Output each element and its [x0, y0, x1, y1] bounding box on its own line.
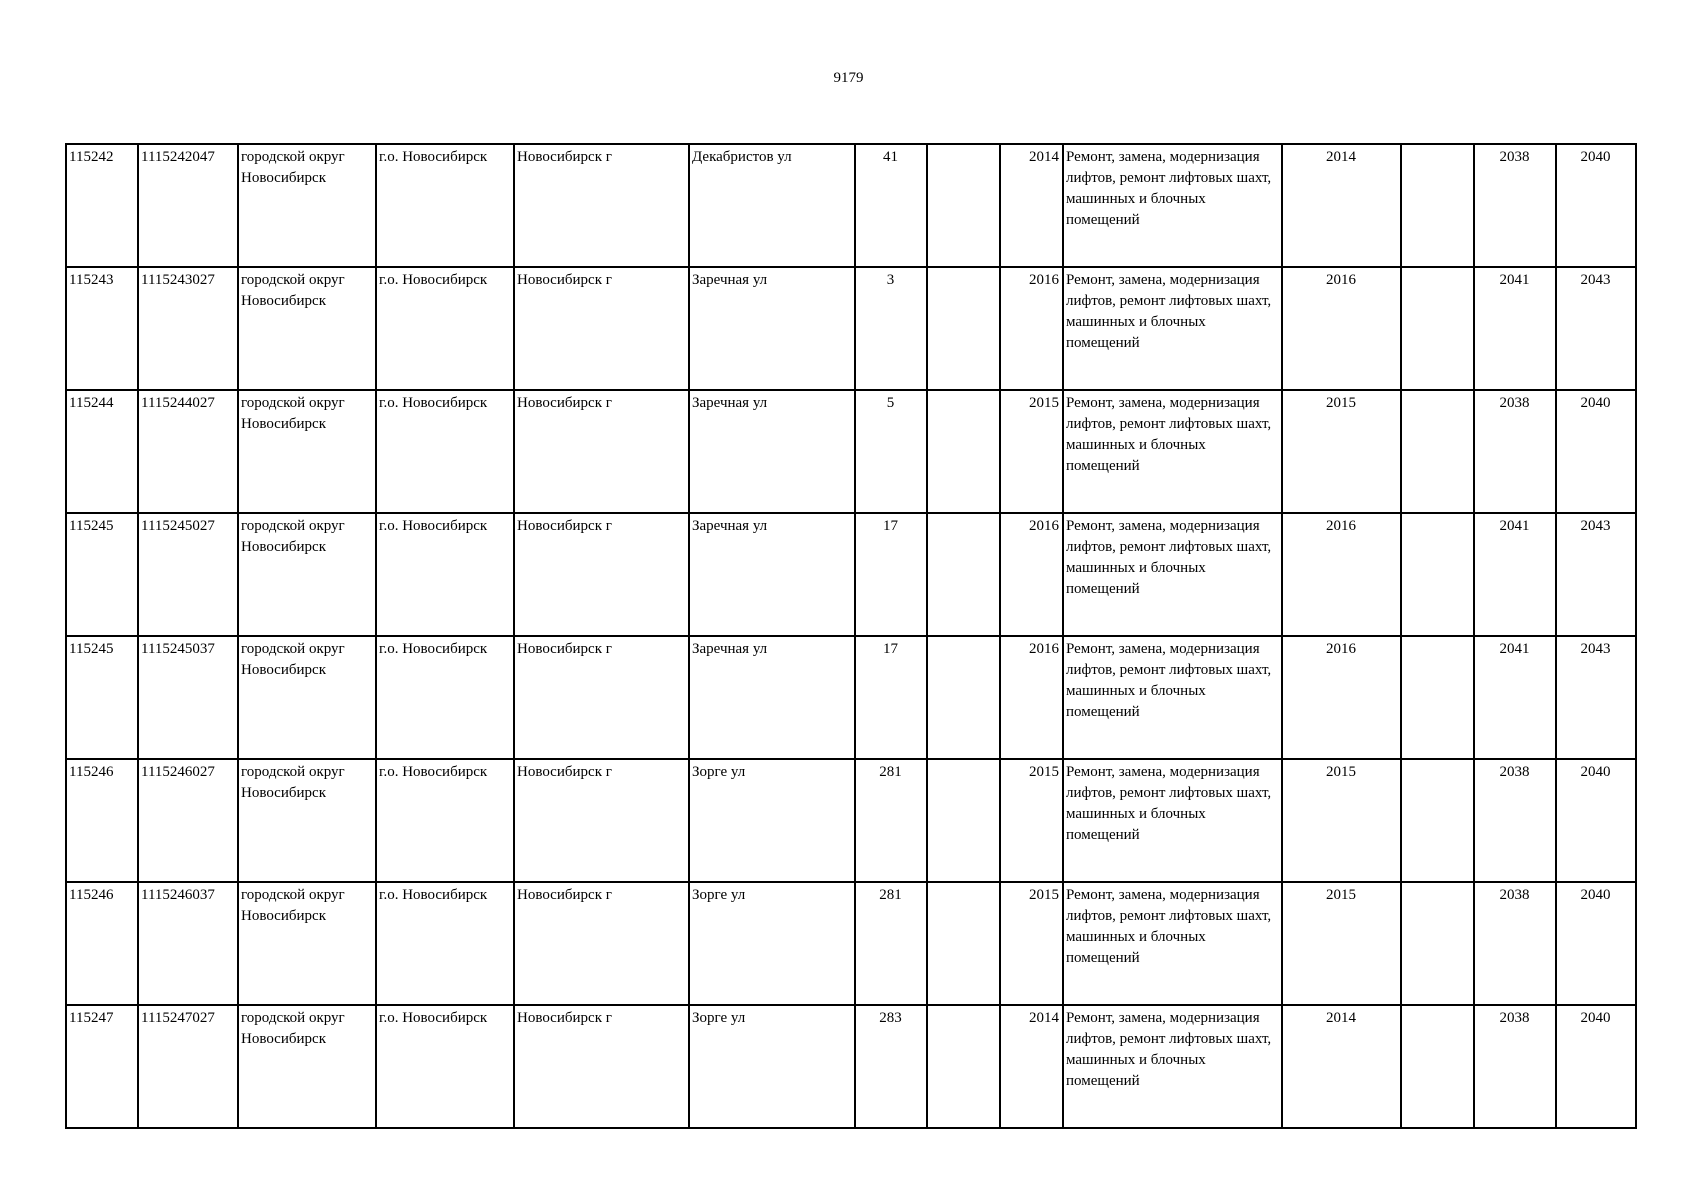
cell-plan-start-year: 2038: [1474, 390, 1556, 513]
cell-municipal-district: г.о. Новосибирск: [376, 882, 514, 1005]
cell-municipality: городской округ Новосибирск: [238, 267, 376, 390]
cell-house-code: 1115244027: [138, 390, 238, 513]
cell-plan-end-year: 2040: [1556, 144, 1636, 267]
cell-house-number: 5: [855, 390, 927, 513]
cell-last-repair-year: 2015: [1282, 882, 1401, 1005]
cell-plan-start-year: 2041: [1474, 636, 1556, 759]
table-row: [66, 1005, 1636, 1128]
cell-municipality: городской округ Новосибирск: [238, 882, 376, 1005]
cell-plan-end-year: 2040: [1556, 882, 1636, 1005]
cell-extra: [1401, 513, 1474, 636]
cell-building: [927, 267, 1000, 390]
cell-record-id: 115242: [66, 144, 138, 267]
cell-street: Заречная ул: [689, 390, 855, 513]
cell-building: [927, 144, 1000, 267]
cell-plan-end-year: 2043: [1556, 513, 1636, 636]
cell-commission-year: 2014: [1000, 144, 1063, 267]
cell-house-number: 283: [855, 1005, 927, 1128]
cell-house-code: 1115246027: [138, 759, 238, 882]
table-body: [66, 144, 1636, 1128]
cell-house-number: 281: [855, 759, 927, 882]
cell-house-number: 281: [855, 882, 927, 1005]
cell-municipality: городской округ Новосибирск: [238, 144, 376, 267]
cell-work-type: Ремонт, замена, модернизация лифтов, ремонт лифтовых шахт, машинных и блочных помещений: [1063, 144, 1282, 267]
cell-house-number: 41: [855, 144, 927, 267]
cell-work-type: Ремонт, замена, модернизация лифтов, ремонт лифтовых шахт, машинных и блочных помещений: [1063, 390, 1282, 513]
cell-work-type: Ремонт, замена, модернизация лифтов, ремонт лифтовых шахт, машинных и блочных помещений: [1063, 1005, 1282, 1128]
cell-municipal-district: г.о. Новосибирск: [376, 1005, 514, 1128]
cell-record-id: 115246: [66, 882, 138, 1005]
cell-street: Заречная ул: [689, 267, 855, 390]
cell-record-id: 115243: [66, 267, 138, 390]
cell-work-type: Ремонт, замена, модернизация лифтов, ремонт лифтовых шахт, машинных и блочных помещений: [1063, 636, 1282, 759]
cell-plan-start-year: 2038: [1474, 144, 1556, 267]
cell-settlement: Новосибирск г: [514, 882, 689, 1005]
cell-municipal-district: г.о. Новосибирск: [376, 636, 514, 759]
cell-house-code: 1115245037: [138, 636, 238, 759]
cell-municipality: городской округ Новосибирск: [238, 390, 376, 513]
cell-commission-year: 2016: [1000, 267, 1063, 390]
cell-house-code: 1115242047: [138, 144, 238, 267]
cell-last-repair-year: 2014: [1282, 144, 1401, 267]
cell-extra: [1401, 1005, 1474, 1128]
cell-municipality: городской округ Новосибирск: [238, 636, 376, 759]
cell-street: Зорге ул: [689, 882, 855, 1005]
cell-settlement: Новосибирск г: [514, 267, 689, 390]
cell-municipality: городской округ Новосибирск: [238, 1005, 376, 1128]
cell-municipal-district: г.о. Новосибирск: [376, 267, 514, 390]
table-row: [66, 513, 1636, 636]
cell-house-number: 3: [855, 267, 927, 390]
cell-street: Заречная ул: [689, 513, 855, 636]
cell-settlement: Новосибирск г: [514, 759, 689, 882]
cell-work-type: Ремонт, замена, модернизация лифтов, ремонт лифтовых шахт, машинных и блочных помещений: [1063, 267, 1282, 390]
cell-street: Заречная ул: [689, 636, 855, 759]
cell-work-type: Ремонт, замена, модернизация лифтов, ремонт лифтовых шахт, машинных и блочных помещений: [1063, 513, 1282, 636]
cell-municipality: городской округ Новосибирск: [238, 759, 376, 882]
cell-street: Зорге ул: [689, 1005, 855, 1128]
cell-settlement: Новосибирск г: [514, 144, 689, 267]
cell-municipality: городской округ Новосибирск: [238, 513, 376, 636]
cell-commission-year: 2015: [1000, 759, 1063, 882]
cell-record-id: 115245: [66, 636, 138, 759]
registry-table: [65, 143, 1637, 1129]
cell-plan-start-year: 2038: [1474, 1005, 1556, 1128]
cell-last-repair-year: 2014: [1282, 1005, 1401, 1128]
table-row: [66, 144, 1636, 267]
cell-municipal-district: г.о. Новосибирск: [376, 390, 514, 513]
cell-last-repair-year: 2016: [1282, 267, 1401, 390]
cell-municipal-district: г.о. Новосибирск: [376, 513, 514, 636]
cell-municipal-district: г.о. Новосибирск: [376, 759, 514, 882]
page-number: 9179: [833, 70, 864, 86]
cell-plan-end-year: 2043: [1556, 267, 1636, 390]
cell-plan-end-year: 2040: [1556, 759, 1636, 882]
cell-extra: [1401, 882, 1474, 1005]
cell-record-id: 115245: [66, 513, 138, 636]
cell-building: [927, 1005, 1000, 1128]
cell-extra: [1401, 759, 1474, 882]
cell-commission-year: 2016: [1000, 636, 1063, 759]
cell-last-repair-year: 2016: [1282, 636, 1401, 759]
cell-plan-end-year: 2040: [1556, 390, 1636, 513]
cell-last-repair-year: 2015: [1282, 759, 1401, 882]
cell-building: [927, 759, 1000, 882]
cell-plan-start-year: 2038: [1474, 759, 1556, 882]
cell-house-code: 1115246037: [138, 882, 238, 1005]
table-row: [66, 882, 1636, 1005]
cell-street: Зорге ул: [689, 759, 855, 882]
cell-building: [927, 390, 1000, 513]
cell-commission-year: 2014: [1000, 1005, 1063, 1128]
table-row: [66, 267, 1636, 390]
cell-plan-start-year: 2041: [1474, 267, 1556, 390]
table-row: [66, 390, 1636, 513]
cell-house-number: 17: [855, 636, 927, 759]
cell-record-id: 115246: [66, 759, 138, 882]
cell-record-id: 115247: [66, 1005, 138, 1128]
cell-plan-end-year: 2043: [1556, 636, 1636, 759]
cell-settlement: Новосибирск г: [514, 1005, 689, 1128]
cell-house-code: 1115243027: [138, 267, 238, 390]
cell-building: [927, 513, 1000, 636]
cell-street: Декабристов ул: [689, 144, 855, 267]
cell-plan-start-year: 2038: [1474, 882, 1556, 1005]
cell-extra: [1401, 390, 1474, 513]
table-row: [66, 636, 1636, 759]
cell-building: [927, 636, 1000, 759]
cell-plan-end-year: 2040: [1556, 1005, 1636, 1128]
cell-settlement: Новосибирск г: [514, 513, 689, 636]
cell-house-code: 1115245027: [138, 513, 238, 636]
cell-extra: [1401, 636, 1474, 759]
cell-last-repair-year: 2016: [1282, 513, 1401, 636]
cell-work-type: Ремонт, замена, модернизация лифтов, ремонт лифтовых шахт, машинных и блочных помещений: [1063, 759, 1282, 882]
cell-commission-year: 2016: [1000, 513, 1063, 636]
cell-work-type: Ремонт, замена, модернизация лифтов, ремонт лифтовых шахт, машинных и блочных помещений: [1063, 882, 1282, 1005]
cell-settlement: Новосибирск г: [514, 636, 689, 759]
cell-extra: [1401, 267, 1474, 390]
cell-extra: [1401, 144, 1474, 267]
table-row: [66, 759, 1636, 882]
cell-municipal-district: г.о. Новосибирск: [376, 144, 514, 267]
cell-house-code: 1115247027: [138, 1005, 238, 1128]
cell-house-number: 17: [855, 513, 927, 636]
cell-commission-year: 2015: [1000, 390, 1063, 513]
cell-plan-start-year: 2041: [1474, 513, 1556, 636]
cell-building: [927, 882, 1000, 1005]
cell-commission-year: 2015: [1000, 882, 1063, 1005]
cell-last-repair-year: 2015: [1282, 390, 1401, 513]
cell-record-id: 115244: [66, 390, 138, 513]
cell-settlement: Новосибирск г: [514, 390, 689, 513]
